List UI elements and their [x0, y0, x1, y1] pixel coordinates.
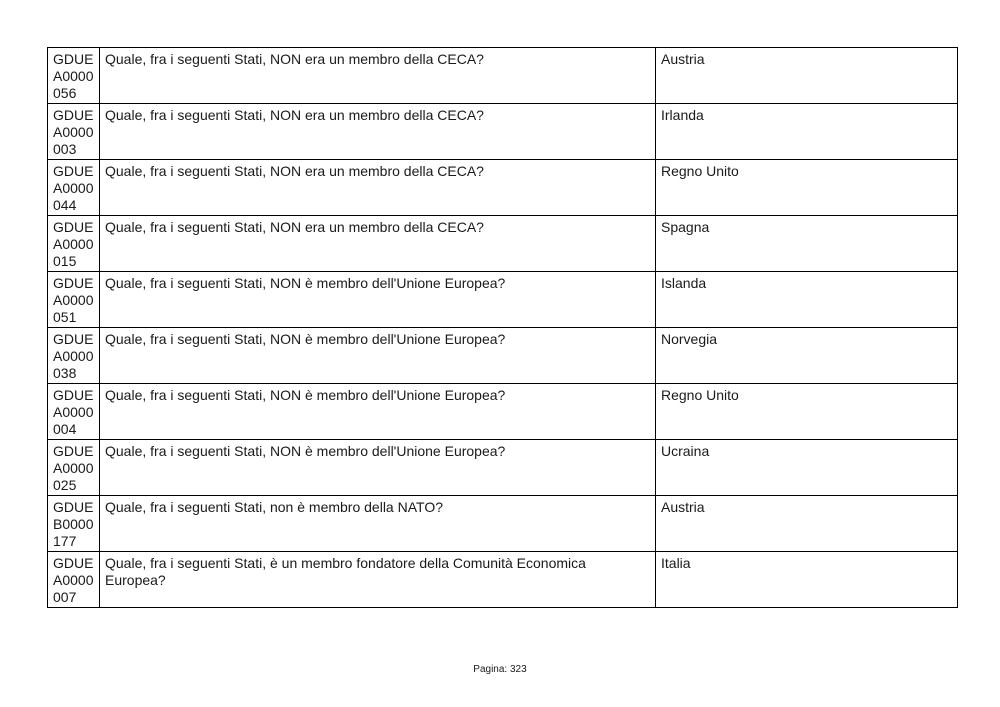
question-code: GDUE A0000 007 [48, 552, 100, 608]
answer-text: Austria [656, 496, 958, 552]
answer-text: Norvegia [656, 328, 958, 384]
question-code: GDUE A0000 003 [48, 104, 100, 160]
table-row [48, 104, 958, 160]
table-row [48, 160, 958, 216]
question-table [47, 47, 958, 608]
question-code: GDUE A0000 056 [48, 48, 100, 104]
question-text: Quale, fra i seguenti Stati, NON era un membro della CECA? [100, 160, 656, 216]
table-row [48, 384, 958, 440]
answer-text: Ucraina [656, 440, 958, 496]
question-text: Quale, fra i seguenti Stati, NON è membro dell'Unione Europea? [100, 328, 656, 384]
question-code: GDUE A0000 051 [48, 272, 100, 328]
question-code: GDUE A0000 004 [48, 384, 100, 440]
question-text: Quale, fra i seguenti Stati, NON è membro dell'Unione Europea? [100, 440, 656, 496]
table-row [48, 272, 958, 328]
answer-text: Italia [656, 552, 958, 608]
question-text: Quale, fra i seguenti Stati, non è membro della NATO? [100, 496, 656, 552]
question-code: GDUE A0000 025 [48, 440, 100, 496]
question-text: Quale, fra i seguenti Stati, NON era un membro della CECA? [100, 48, 656, 104]
question-text: Quale, fra i seguenti Stati, NON era un membro della CECA? [100, 104, 656, 160]
table-row [48, 216, 958, 272]
table-row [48, 48, 958, 104]
question-table-container [47, 47, 957, 608]
page-number: Pagina: 323 [473, 664, 527, 675]
question-code: GDUE A0000 038 [48, 328, 100, 384]
table-row [48, 496, 958, 552]
table-row [48, 552, 958, 608]
question-code: GDUE B0000 177 [48, 496, 100, 552]
answer-text: Austria [656, 48, 958, 104]
question-code: GDUE A0000 015 [48, 216, 100, 272]
answer-text: Regno Unito [656, 160, 958, 216]
answer-text: Regno Unito [656, 384, 958, 440]
question-text: Quale, fra i seguenti Stati, NON è membro dell'Unione Europea? [100, 384, 656, 440]
answer-text: Islanda [656, 272, 958, 328]
question-text: Quale, fra i seguenti Stati, è un membro fondatore della Comunità Economica Europea? [100, 552, 656, 608]
table-row [48, 440, 958, 496]
question-code: GDUE A0000 044 [48, 160, 100, 216]
question-text: Quale, fra i seguenti Stati, NON è membro dell'Unione Europea? [100, 272, 656, 328]
table-row [48, 328, 958, 384]
question-text: Quale, fra i seguenti Stati, NON era un membro della CECA? [100, 216, 656, 272]
answer-text: Irlanda [656, 104, 958, 160]
answer-text: Spagna [656, 216, 958, 272]
